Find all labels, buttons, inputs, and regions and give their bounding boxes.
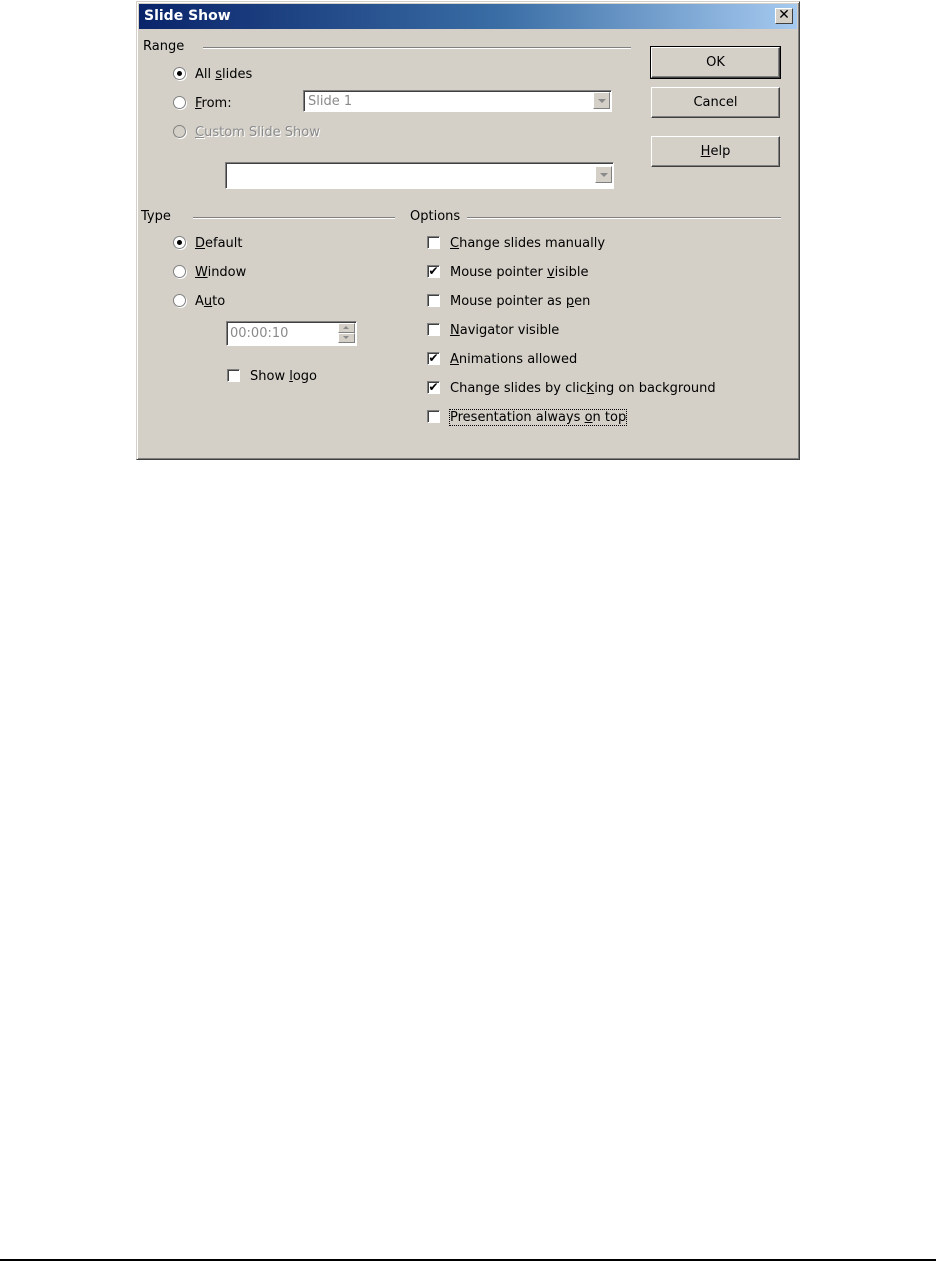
spin-up-icon[interactable] — [338, 323, 355, 333]
checkbox-mouse-pointer-visible-box[interactable]: ✔ — [428, 264, 439, 278]
radio-from-label: From: — [195, 96, 232, 111]
close-button[interactable] — [775, 8, 793, 24]
radio-all-slides-label: All slides — [195, 67, 253, 82]
options-group-label: Options — [410, 209, 461, 224]
checkbox-change-slides-on-click[interactable] — [427, 381, 716, 396]
checkbox-show-logo-box[interactable] — [227, 369, 240, 382]
checkbox-show-logo[interactable] — [227, 369, 317, 384]
auto-pause-spinner[interactable] — [226, 321, 357, 346]
custom-show-select[interactable] — [225, 162, 614, 189]
type-group-line — [193, 217, 395, 219]
type-group-label: Type — [141, 209, 171, 224]
range-group-label: Range — [143, 39, 185, 54]
chevron-down-icon[interactable] — [595, 166, 612, 183]
checkbox-always-on-top[interactable] — [427, 410, 626, 425]
radio-default[interactable] — [173, 236, 243, 251]
from-slide-select[interactable] — [303, 90, 612, 112]
close-icon: ✕ — [778, 7, 790, 23]
radio-auto[interactable] — [173, 294, 225, 309]
radio-window[interactable] — [173, 265, 246, 280]
help-button[interactable] — [651, 136, 780, 167]
radio-custom-slide-show-indicator[interactable] — [173, 125, 186, 138]
radio-default-label: Default — [195, 236, 243, 251]
from-slide-value: Slide 1 — [308, 94, 353, 109]
slide-show-dialog — [136, 1, 800, 460]
radio-custom-slide-show[interactable] — [173, 125, 320, 140]
checkbox-animations-allowed-label: Animations allowed — [450, 352, 578, 367]
checkbox-animations-allowed-box[interactable]: ✔ — [428, 351, 439, 365]
checkbox-change-slides-on-click-box[interactable]: ✔ — [428, 380, 439, 394]
radio-from[interactable] — [173, 96, 232, 111]
title-bar[interactable] — [139, 4, 797, 29]
radio-custom-slide-show-label: Custom Slide Show — [195, 125, 320, 140]
options-group-line — [467, 217, 781, 219]
radio-default-indicator[interactable] — [173, 236, 186, 249]
radio-window-indicator[interactable] — [173, 265, 186, 278]
spin-down-icon[interactable] — [338, 333, 355, 343]
checkbox-always-on-top-label: Presentation always on top — [450, 410, 627, 425]
ok-button[interactable]: OK — [651, 47, 780, 78]
checkbox-navigator-visible[interactable] — [427, 323, 559, 338]
help-button-label: Help — [700, 144, 731, 159]
checkbox-navigator-visible-box[interactable] — [427, 323, 440, 336]
checkbox-change-slides-manually-label: Change slides manually — [450, 236, 606, 251]
checkbox-mouse-pointer-as-pen-label: Mouse pointer as pen — [450, 294, 591, 309]
radio-from-indicator[interactable] — [173, 96, 186, 109]
checkbox-mouse-pointer-as-pen-box[interactable] — [427, 294, 440, 307]
radio-window-label: Window — [195, 265, 247, 280]
dialog-title: Slide Show — [144, 8, 231, 24]
checkbox-change-slides-manually-box[interactable] — [427, 236, 440, 249]
radio-all-slides-indicator[interactable] — [173, 67, 186, 80]
cancel-button[interactable]: Cancel — [651, 87, 780, 118]
checkbox-mouse-pointer-as-pen[interactable] — [427, 294, 590, 309]
checkbox-mouse-pointer-visible[interactable] — [427, 265, 589, 280]
checkbox-always-on-top-box[interactable] — [427, 410, 440, 423]
checkbox-show-logo-label: Show logo — [250, 369, 318, 384]
radio-auto-label: Auto — [195, 294, 226, 309]
radio-all-slides[interactable] — [173, 67, 252, 82]
checkbox-navigator-visible-label: Navigator visible — [450, 323, 560, 338]
page-footer-rule — [0, 1259, 936, 1261]
chevron-down-icon[interactable] — [593, 92, 610, 109]
range-group-line — [203, 47, 631, 49]
checkbox-animations-allowed[interactable] — [427, 352, 577, 367]
checkbox-change-slides-on-click-label: Change slides by clicking on background — [450, 381, 716, 396]
auto-pause-value: 00:00:10 — [230, 326, 289, 341]
checkbox-change-slides-manually[interactable] — [427, 236, 605, 251]
radio-auto-indicator[interactable] — [173, 294, 186, 307]
checkbox-mouse-pointer-visible-label: Mouse pointer visible — [450, 265, 589, 280]
